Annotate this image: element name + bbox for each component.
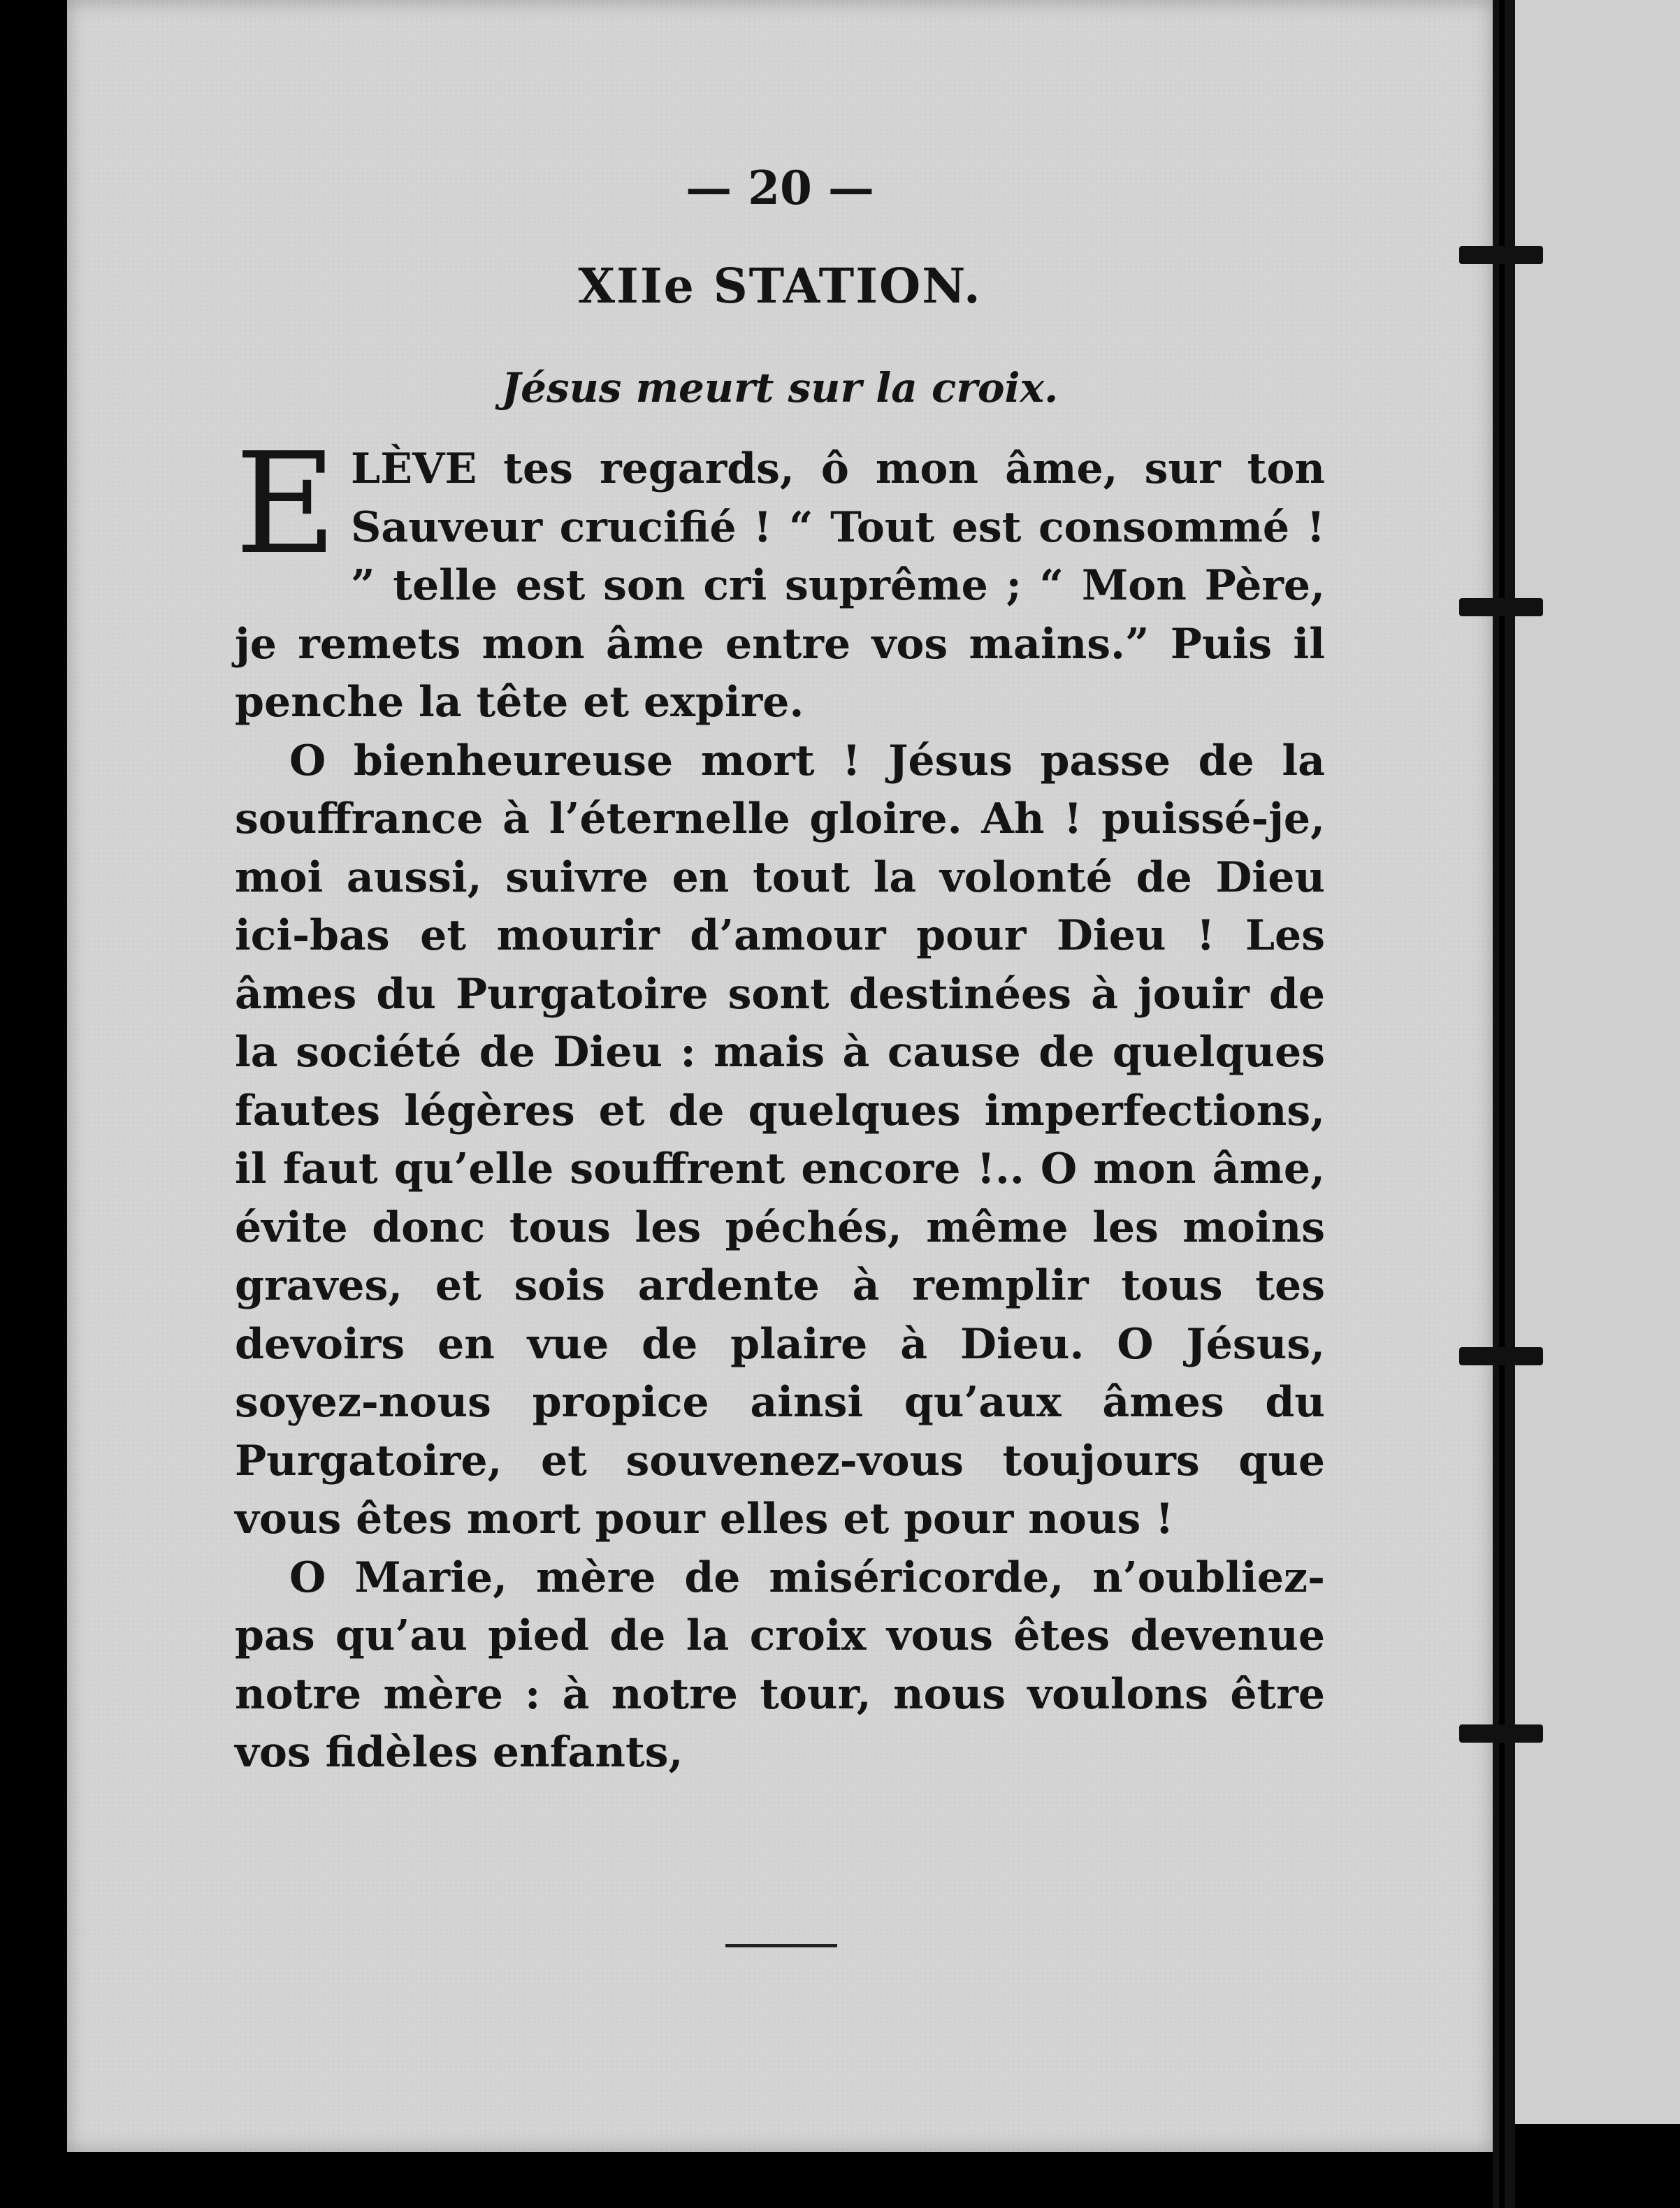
adjacent-page <box>1515 0 1680 2124</box>
binding-staple <box>1459 246 1543 264</box>
body-text <box>235 423 1325 1782</box>
paragraph-1-text: LÈVE tes regards, ô mon âme, sur ton Sauveur crucifié ! “ Tout est consommé ! ” telle est son cri suprême ; “ Mon Père, je remets mon âme entre vos mains.” Puis il penche la tête et expire. <box>235 444 1325 727</box>
drop-cap: E <box>235 423 337 586</box>
binding-staple <box>1459 1347 1543 1365</box>
binding-staple <box>1459 598 1543 616</box>
paragraph-3: O Marie, mère de miséricorde, n’oubliez-pas qu’au pied de la croix vous êtes devenue notre mère : à notre tour, nous voulons être vos fidèles enfants, <box>235 1553 1325 1777</box>
paragraph-1 <box>235 423 1325 732</box>
binding-staple <box>1459 1724 1543 1743</box>
station-title: XIIe STATION. <box>578 259 982 314</box>
page-content <box>235 161 1325 1782</box>
end-rule <box>725 1944 837 1947</box>
binding-thread <box>1499 0 1505 2208</box>
paragraph-2: O bienheureuse mort ! Jésus passe de la souffrance à l’éternelle gloire. Ah ! puissé-je, moi aussi, suivre en tout la volonté de Dieu ici-bas et mourir d’amour pour Dieu ! Les âmes du Purgatoire sont destinées à jouir de la société de Dieu : mais à cause de quelques fautes légères et de quelques imperfections, il faut qu’elle souffrent encore !.. O mon âme, évite donc tous les péchés, même les moins graves, et sois ardente à remplir tous tes devoirs en vue de plaire à Dieu. O Jésus, soyez-nous propice ainsi qu’aux âmes du Purgatoire, et souvenez-vous toujours que vous êtes mort pour elles et pour nous ! <box>235 736 1325 1544</box>
station-subtitle: Jésus meurt sur la croix. <box>501 364 1059 412</box>
page-number: — 20 — <box>686 161 874 215</box>
